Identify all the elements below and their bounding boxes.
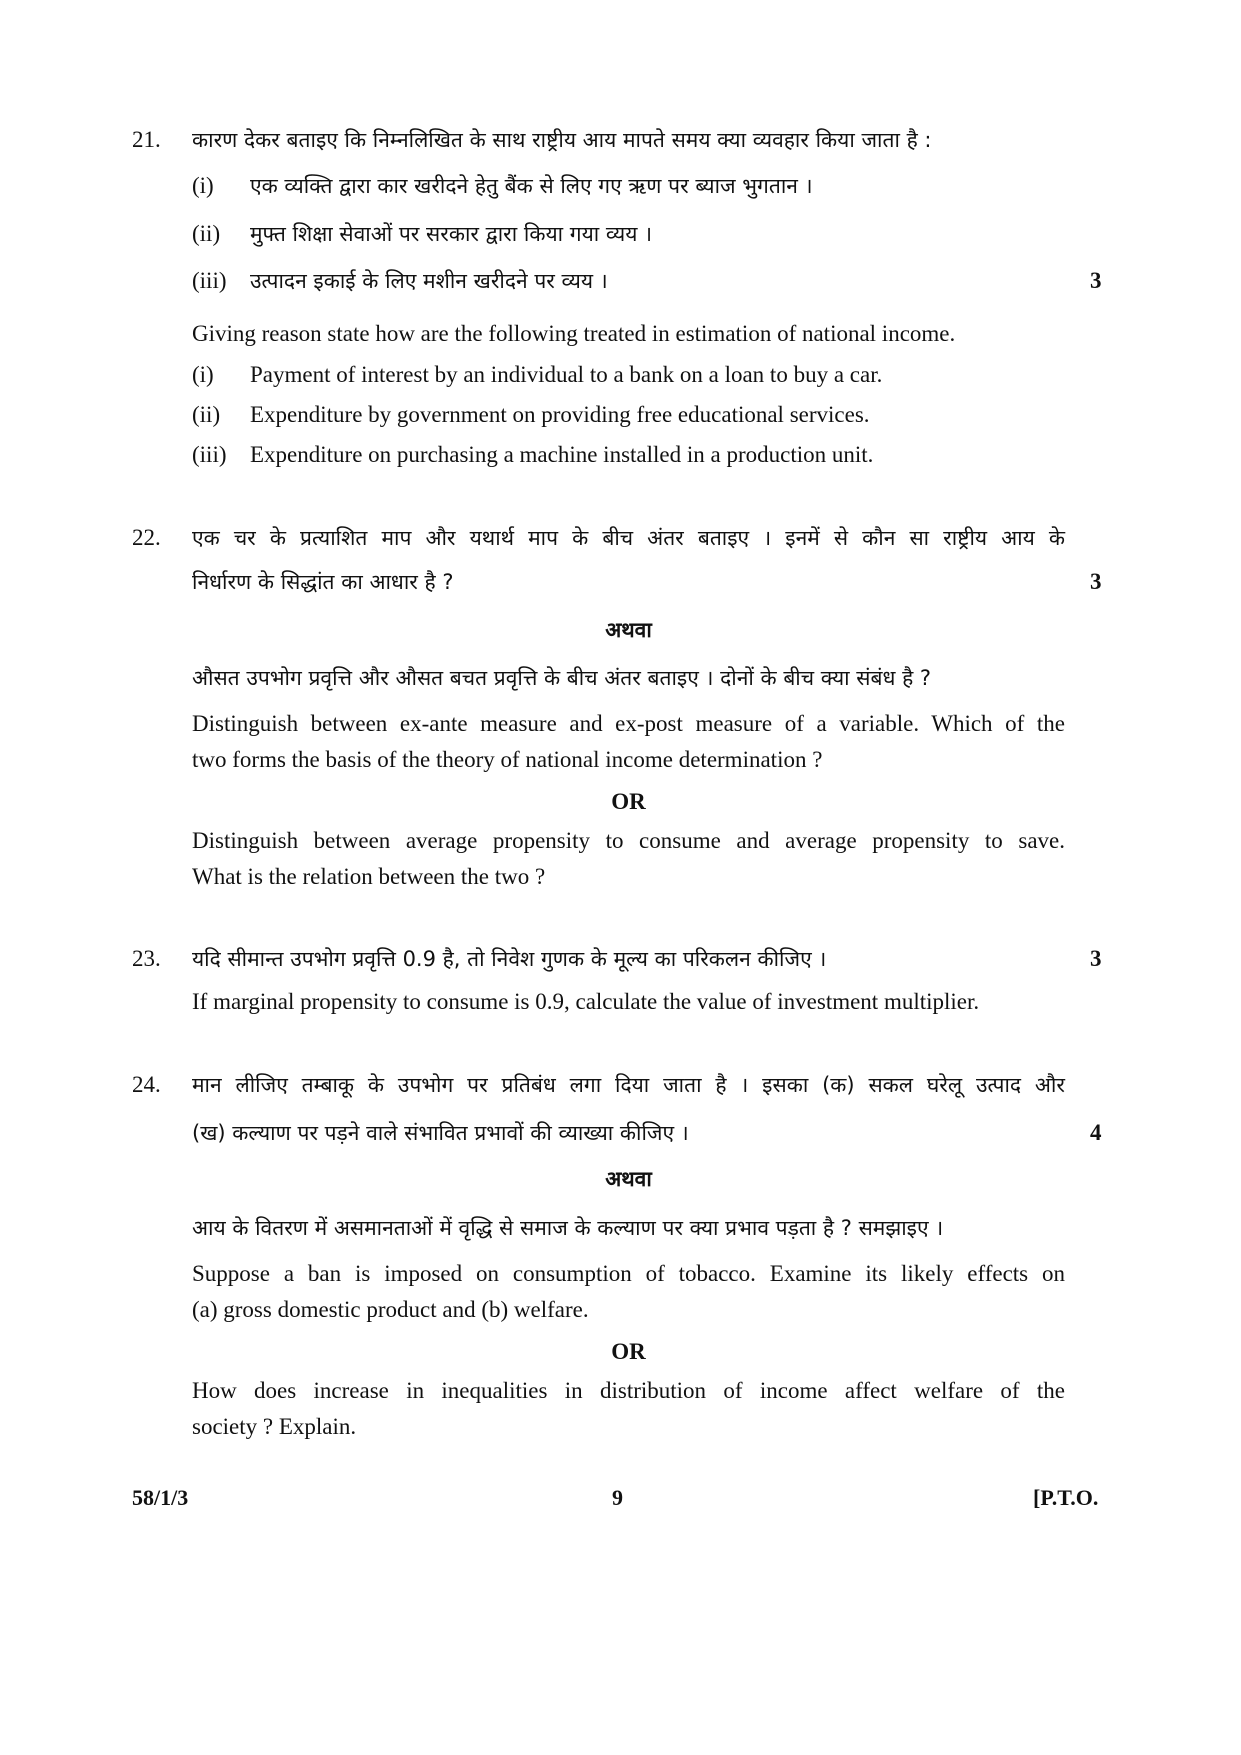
question-22-hindi-line: एक चर के प्रत्याशित माप और यथार्थ माप के बीच अंतर बताइए । इनमें से कौन सा राष्ट्रीय आय के bbox=[192, 526, 1065, 550]
q21-english-item-text: Expenditure by government on providing free educational services. bbox=[250, 402, 870, 427]
please-turn-over: [P.T.O. bbox=[1033, 1485, 1099, 1510]
question-22-hindi-line: निर्धारण के सिद्धांत का आधार है ? bbox=[192, 570, 454, 594]
question-24-english-or: OR bbox=[611, 1339, 646, 1364]
q21-hindi-item-label: (iii) bbox=[192, 268, 227, 293]
q21-english-item-label: (iii) bbox=[192, 442, 227, 467]
q21-hindi-item-text: एक व्यक्ति द्वारा कार खरीदने हेतु बैंक से लिए गए ऋण पर ब्याज भुगतान । bbox=[250, 174, 813, 198]
q21-hindi-item-label: (i) bbox=[192, 173, 214, 198]
question-22-hindi-alternative: औसत उपभोग प्रवृत्ति और औसत बचत प्रवृत्ति के बीच अंतर बताइए । दोनों के बीच क्या संबंध है ? bbox=[192, 666, 932, 690]
question-22-english-or: OR bbox=[611, 789, 646, 814]
paper-code: 58/1/3 bbox=[132, 1485, 189, 1510]
question-24-hindi-or: अथवा bbox=[605, 1167, 652, 1191]
question-23-hindi: यदि सीमान्त उपभोग प्रवृत्ति 0.9 है, तो निवेश गुणक के मूल्य का परिकलन कीजिए । bbox=[192, 947, 827, 971]
question-22-english-alternative: Distinguish between average propensity to consume and average propensity to save. bbox=[192, 828, 1065, 853]
q21-english-item-text: Expenditure on purchasing a machine installed in a production unit. bbox=[250, 442, 874, 467]
q21-english-item-label: (i) bbox=[192, 362, 214, 387]
question-22-marks: 3 bbox=[1090, 569, 1102, 594]
question-24-number: 24. bbox=[132, 1072, 161, 1097]
q21-hindi-item-label: (ii) bbox=[192, 221, 221, 246]
question-24-english-alternative: society ? Explain. bbox=[192, 1414, 357, 1439]
question-22-number: 22. bbox=[132, 525, 161, 550]
page-number: 9 bbox=[612, 1485, 623, 1510]
q21-hindi-item-text: मुफ्त शिक्षा सेवाओं पर सरकार द्वारा किया गया व्यय । bbox=[250, 222, 653, 246]
q21-english-item-label: (ii) bbox=[192, 402, 221, 427]
question-24-english-alternative: How does increase in inequalities in distribution of income affect welfare of the bbox=[192, 1378, 1065, 1403]
question-24-english-line: (a) gross domestic product and (b) welfare. bbox=[192, 1297, 589, 1322]
question-23-marks: 3 bbox=[1090, 946, 1102, 971]
question-24-hindi-line: (ख) कल्याण पर पड़ने वाले संभावित प्रभावों की व्याख्या कीजिए । bbox=[192, 1121, 689, 1145]
question-24-english-line: Suppose a ban is imposed on consumption of tobacco. Examine its likely effects on bbox=[192, 1261, 1065, 1286]
question-24-marks: 4 bbox=[1090, 1120, 1102, 1145]
question-24-hindi-line: मान लीजिए तम्बाकू के उपभोग पर प्रतिबंध लगा दिया जाता है । इसका (क) सकल घरेलू उत्पाद और bbox=[192, 1073, 1065, 1097]
question-21-english-stem: Giving reason state how are the following treated in estimation of national income. bbox=[192, 321, 956, 346]
question-23-english: If marginal propensity to consume is 0.9, calculate the value of investment multiplier. bbox=[192, 989, 980, 1014]
question-22-english-line: two forms the basis of the theory of national income determination ? bbox=[192, 747, 823, 772]
question-22-hindi-or: अथवा bbox=[605, 618, 652, 642]
question-21-hindi-stem: कारण देकर बताइए कि निम्नलिखित के साथ राष्ट्रीय आय मापते समय क्या व्यवहार किया जाता है : bbox=[192, 128, 932, 152]
question-22-english-line: Distinguish between ex-ante measure and ex-post measure of a variable. Which of the bbox=[192, 711, 1065, 736]
question-21-marks: 3 bbox=[1090, 268, 1102, 293]
question-22-english-alternative: What is the relation between the two ? bbox=[192, 864, 546, 889]
q21-hindi-item-text: उत्पादन इकाई के लिए मशीन खरीदने पर व्यय । bbox=[250, 269, 608, 293]
q21-english-item-text: Payment of interest by an individual to a bank on a loan to buy a car. bbox=[250, 362, 883, 387]
question-24-hindi-alternative: आय के वितरण में असमानताओं में वृद्धि से समाज के कल्याण पर क्या प्रभाव पड़ता है ? समझाइए । bbox=[192, 1216, 944, 1240]
question-23-number: 23. bbox=[132, 946, 161, 971]
question-21-number: 21. bbox=[132, 127, 161, 152]
